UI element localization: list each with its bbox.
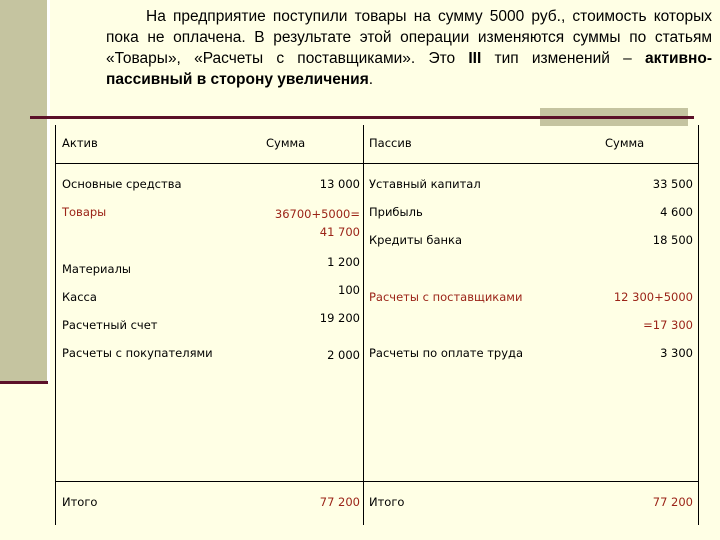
liability-name: Расчеты с поставщиками — [369, 290, 523, 304]
asset-total-label: Итого — [62, 495, 98, 509]
asset-name: Расчеты с покупателями — [62, 346, 213, 360]
table-border-right — [698, 125, 699, 525]
asset-sum: 36700+5000= — [274, 207, 360, 221]
decorative-side-rule — [0, 381, 48, 384]
asset-name: Материалы — [62, 262, 131, 276]
intro-type: III — [468, 50, 482, 67]
asset-sum: 41 700 — [319, 225, 360, 239]
liability-name: Уставный капитал — [369, 177, 481, 191]
decorative-side-bar — [0, 0, 50, 383]
asset-name: Товары — [62, 205, 107, 219]
intro-mid: тип изменений – — [481, 50, 645, 67]
asset-sum: 2 000 — [327, 348, 360, 362]
liability-name: Прибыль — [369, 205, 423, 219]
table-divider-center — [363, 125, 364, 525]
balance-table — [55, 125, 699, 525]
liability-sum: 33 500 — [652, 177, 693, 191]
asset-name: Расчетный счет — [62, 318, 158, 332]
asset-name: Основные средства — [62, 177, 182, 191]
decorative-top-rule — [30, 116, 694, 119]
asset-sum: 1 200 — [327, 255, 360, 269]
asset-name: Касса — [62, 290, 97, 304]
table-header-rule — [55, 163, 699, 164]
asset-total-sum: 77 200 — [319, 495, 360, 509]
liability-total-sum: 77 200 — [652, 495, 693, 509]
intro-emphasis: активно-пассивный в сторону увеличения — [106, 50, 712, 88]
liability-sum: =17 300 — [643, 318, 693, 332]
liability-sum: 12 300+5000 — [613, 290, 693, 304]
liability-sum: 3 300 — [660, 346, 693, 360]
asset-sum: 13 000 — [319, 177, 360, 191]
intro-text: На предприятие поступили товары на сумму 5000 руб., стоимость которых пока не оплачена. В результате этой операции изменяются суммы по статьям «Товары», «Расчеты с поставщиками». Это — [106, 8, 712, 67]
table-total-rule — [55, 481, 699, 482]
table-border-left — [55, 125, 56, 525]
liability-name: Кредиты банка — [369, 233, 463, 247]
header-asset-sum: Сумма — [266, 136, 306, 150]
intro-end: . — [368, 71, 374, 88]
liability-total-label: Итого — [369, 495, 405, 509]
liability-name: Расчеты по оплате труда — [369, 346, 524, 360]
intro-paragraph — [106, 6, 712, 90]
liability-sum: 4 600 — [660, 205, 693, 219]
header-liability: Пассив — [369, 136, 412, 150]
asset-sum: 19 200 — [319, 311, 360, 325]
header-asset: Актив — [62, 136, 98, 150]
header-liability-sum: Сумма — [605, 136, 645, 150]
asset-sum: 100 — [338, 283, 360, 297]
liability-sum: 18 500 — [652, 233, 693, 247]
